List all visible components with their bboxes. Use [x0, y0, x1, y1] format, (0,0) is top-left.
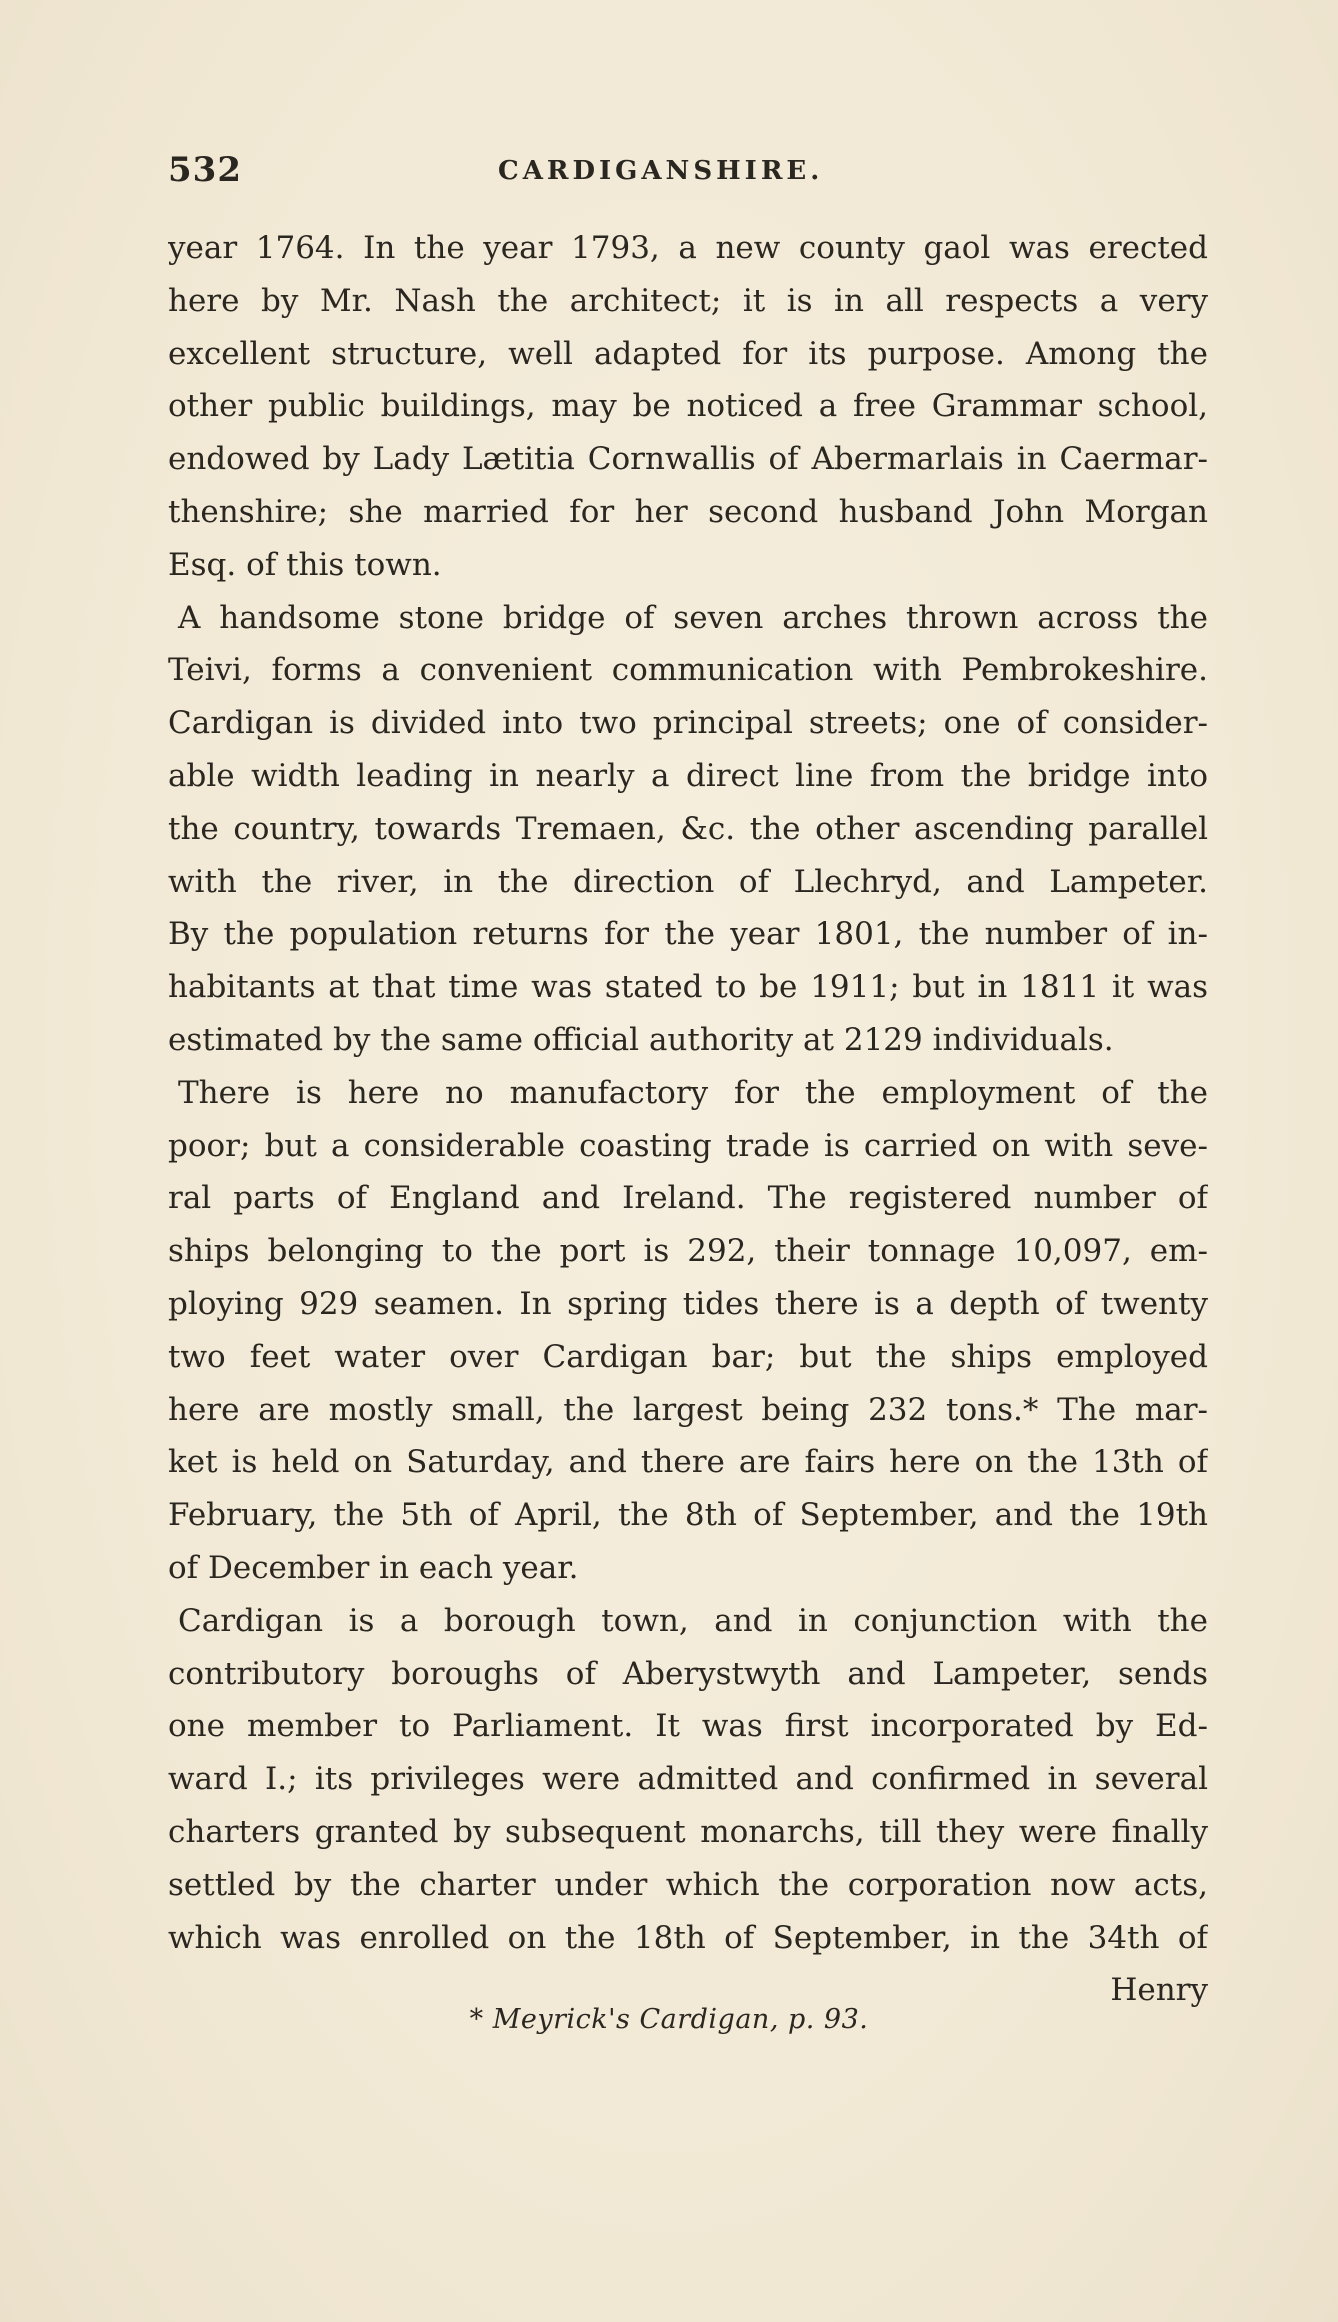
text-line: thenshire; she married for her second husband John Morgan	[168, 493, 1208, 530]
text-line: here are mostly small, the largest being 232 tons.* The mar-	[168, 1391, 1208, 1428]
text-line: one member to Parliament. It was first incorporated by Ed-	[168, 1708, 1208, 1745]
text-line: endowed by Lady Lætitia Cornwallis of Abermarlais in Caermar-	[168, 441, 1208, 478]
text-line: There is here no manufactory for the employment of the	[178, 1074, 1208, 1111]
text-line: Esq. of this town.	[168, 546, 442, 583]
text-line: Cardigan is divided into two principal streets; one of consider-	[168, 705, 1208, 742]
text-line: of December in each year.	[168, 1549, 579, 1586]
text-line: poor; but a considerable coasting trade is carried on with seve-	[168, 1127, 1208, 1164]
text-line: year 1764. In the year 1793, a new county gaol was erected	[168, 230, 1208, 266]
text-line: February, the 5th of April, the 8th of September, and the 19th	[168, 1497, 1208, 1534]
running-head: CARDIGANSHIRE.	[498, 156, 824, 186]
text-line: two feet water over Cardigan bar; but the ships employed	[168, 1338, 1208, 1375]
text-line: ral parts of England and Ireland. The registered number of	[168, 1180, 1208, 1217]
text-line: able width leading in nearly a direct line from the bridge into	[168, 757, 1208, 794]
text-line: contributory boroughs of Aberystwyth and Lampeter, sends	[168, 1655, 1208, 1692]
text-line: settled by the charter under which the corporation now acts,	[168, 1866, 1208, 1903]
catchword: Henry	[1110, 1972, 1208, 2009]
footnote: * Meyrick's Cardigan, p. 93.	[469, 2004, 869, 2035]
text-line: excellent structure, well adapted for its purpose. Among the	[168, 335, 1208, 372]
text-line: here by Mr. Nash the architect; it is in all respects a very	[168, 282, 1208, 319]
text-line: estimated by the same official authority at 2129 individuals.	[168, 1021, 1114, 1058]
text-line: Cardigan is a borough town, and in conjunction with the	[178, 1602, 1208, 1639]
page-header	[168, 150, 1208, 200]
text-line: ket is held on Saturday, and there are fairs here on the 13th of	[168, 1444, 1208, 1481]
text-line: habitants at that time was stated to be 1911; but in 1811 it was	[168, 969, 1208, 1006]
body-text	[168, 222, 1208, 2017]
page-number: 532	[168, 150, 242, 190]
text-line: ploying 929 seamen. In spring tides there is a depth of twenty	[168, 1285, 1208, 1322]
text-line: Teivi, forms a convenient communication with Pembrokeshire.	[168, 652, 1208, 689]
text-line: ships belonging to the port is 292, their tonnage 10,097, em-	[168, 1233, 1208, 1270]
text-line: the country, towards Tremaen, &c. the other ascending parallel	[168, 810, 1208, 847]
text-line: By the population returns for the year 1801, the number of in-	[168, 916, 1208, 953]
text-line: other public buildings, may be noticed a free Grammar school,	[168, 388, 1208, 425]
text-line: which was enrolled on the 18th of September, in the 34th of	[168, 1919, 1208, 1956]
text-line: with the river, in the direction of Llechryd, and Lampeter.	[168, 863, 1208, 900]
text-line: A handsome stone bridge of seven arches thrown across the	[178, 599, 1208, 636]
text-line: ward I.; its privileges were admitted and confirmed in several	[168, 1761, 1208, 1798]
text-line: charters granted by subsequent monarchs, till they were finally	[168, 1813, 1208, 1850]
